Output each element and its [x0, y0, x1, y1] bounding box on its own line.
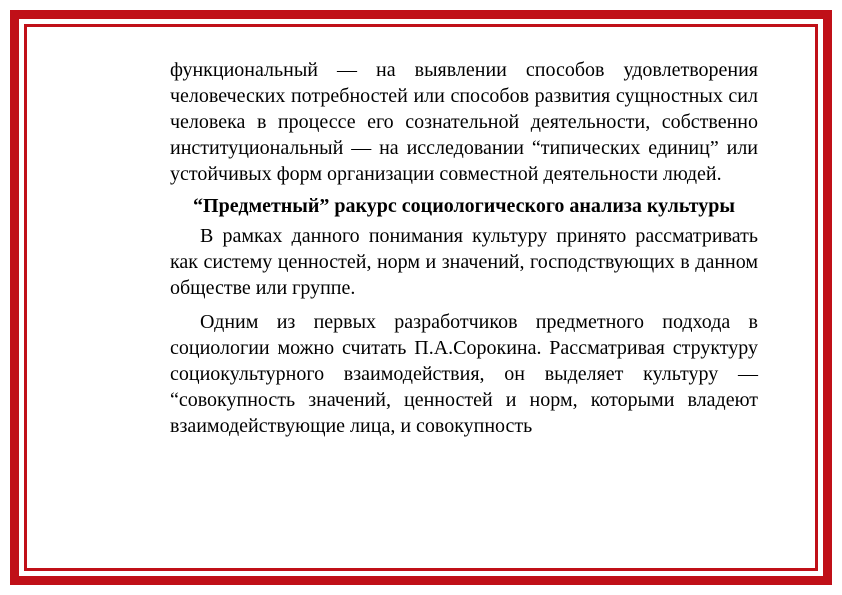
paragraph-subject-approach: В рамках данного понимания культуру принято рассматривать как систему ценностей, норм и значений, господствующих в данном обществе или группе. [170, 225, 758, 299]
paragraph-sorokin: Одним из первых разработчиков предметного подхода в социологии можно считать П.А.Сорокина. Рассматривая структуру социокультурного взаимодействия, он выделяет культуру — “совокупность значений, ценностей и норм, которыми владеют взаимодействующие лица, и совокупность [170, 311, 758, 437]
text-content [170, 57, 758, 439]
paragraph-functional-approach: функциональный — на выявлении способов удовлетворения человеческих потребностей или способов развития сущностных сил человека в процессе его сознательной деятельности, собственно институциональный — на исследовании “типических единиц” или устойчивых форм организации совместной деятельности людей. [170, 59, 758, 185]
section-heading: “Предметный” ракурс социологического анализа культуры [193, 195, 735, 217]
